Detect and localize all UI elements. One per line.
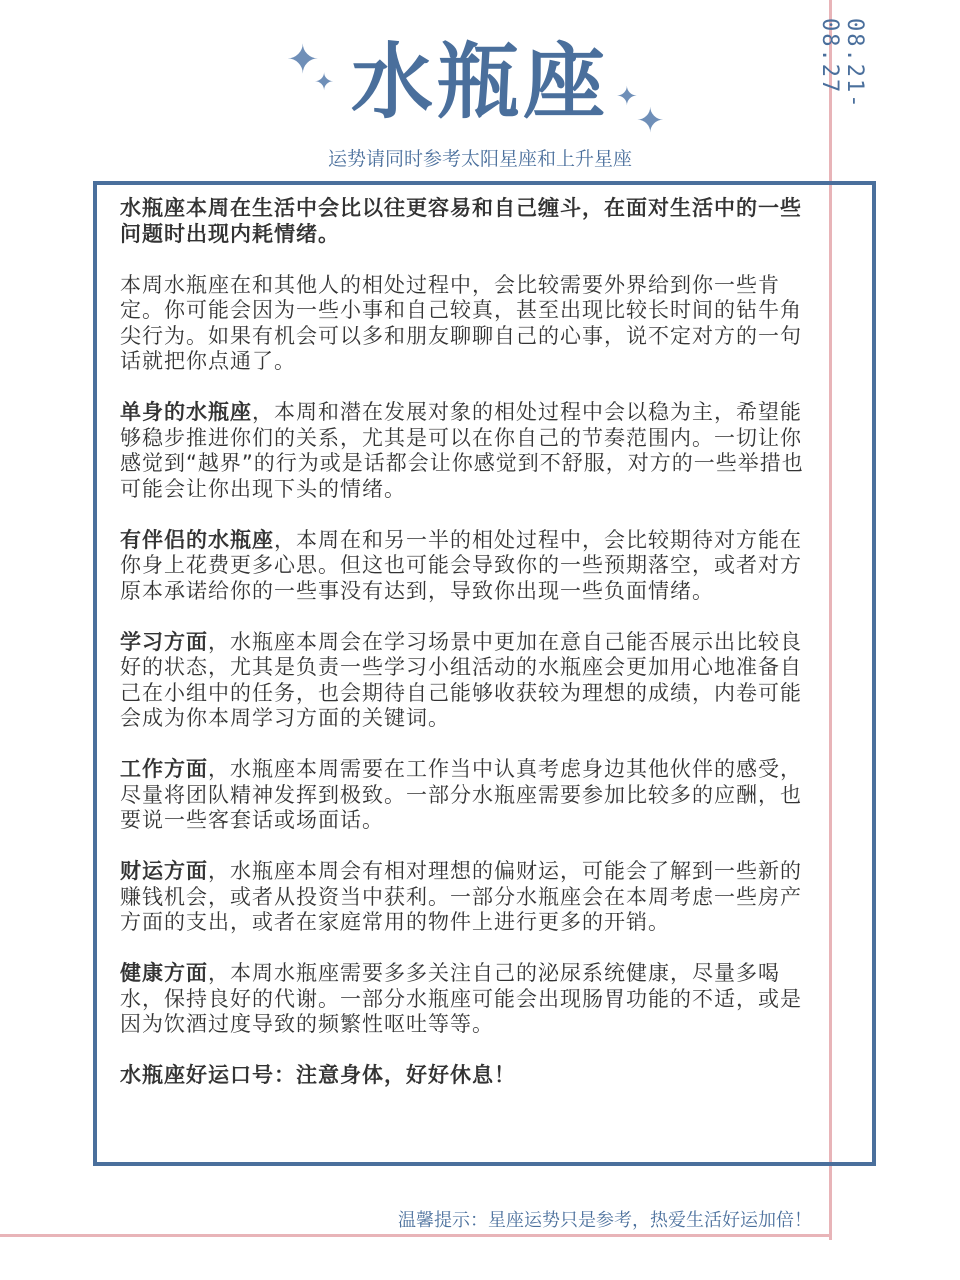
slogan-text: 水瓶座好运口号：注意身体，好好休息！ (120, 1063, 516, 1087)
section-label: 健康方面 (120, 961, 208, 985)
page-title: 水瓶座 (350, 35, 609, 130)
footer-tip: 温馨提示：星座运势只是参考，热爱生活好运加倍！ (398, 1210, 812, 1231)
section-text: ，本周在和另一半的相处过程中，会比较期待对方能在你身上花费更多心思。但这也可能会导致你的一些预期落空，或者对方原本承诺给你的一些事没有达到，导致你出现一些负面情绪。 (120, 527, 802, 603)
section-single (120, 400, 818, 502)
pink-horizontal-line (0, 1234, 832, 1237)
section-couple (120, 528, 818, 605)
slogan-paragraph (120, 1063, 818, 1089)
sparkle-icon: ✦ (286, 37, 320, 83)
section-wealth (120, 859, 818, 936)
section-health (120, 961, 818, 1038)
sparkle-icon: ✦ (616, 82, 638, 112)
article-body (120, 196, 818, 1114)
section-text: ，本周和潜在发展对象的相处过程中会以稳为主，希望能够稳步推进你们的关系，尤其是可以在你自己的节奏范围内。一切让你感觉到“越界”的行为或是话都会让你感觉到不舒服，对方的一些举措也可能会让你出现下头的情绪。 (120, 400, 804, 501)
date-range-wrap (812, 18, 872, 178)
section-label: 学习方面 (120, 629, 208, 654)
section-label: 有伴侣的水瓶座 (120, 527, 274, 552)
section-label: 财运方面 (120, 859, 208, 883)
section-text: ，水瓶座本周会在学习场景中更加在意自己能否展示出比较良好的状态，尤其是负责一些学习小组活动的水瓶座会更加用心地准备自己在小组中的任务，也会期待自己能够收获较为理想的成绩，内卷可能会成为你本周学习方面的关键词。 (120, 629, 802, 730)
section-study (120, 630, 818, 732)
section-text: ，本周水瓶座需要多多关注自己的泌尿系统健康，尽量多喝水，保持良好的代谢。一部分水瓶座可能会出现肠胃功能的不适，或是因为饮酒过度导致的频繁性呕吐等等。 (120, 961, 802, 1036)
section-text: ，水瓶座本周需要在工作当中认真考虑身边其他伙伴的感受，尽量将团队精神发挥到极致。一部分水瓶座需要参加比较多的应酬，也要说一些客套话或场面话。 (120, 757, 802, 832)
sparkle-icon: ✦ (636, 101, 665, 141)
section-text: ，水瓶座本周会有相对理想的偏财运，可能会了解到一些新的赚钱机会，或者从投资当中获利。一部分水瓶座会在本周考虑一些房产方面的支出，或者在家庭常用的物件上进行更多的开销。 (120, 859, 802, 934)
sparkle-icon: ✦ (314, 68, 335, 96)
general-paragraph: 本周水瓶座在和其他人的相处过程中，会比较需要外界给到你一些肯定。你可能会因为一些小事和自己较真，甚至出现比较长时间的钻牛角尖行为。如果有机会可以多和朋友聊聊自己的心事，说不定对方的一句话就把你点通了。 (120, 272, 802, 373)
intro-text: 水瓶座本周在生活中会比以往更容易和自己缠斗，在面对生活中的一些问题时出现内耗情绪。 (120, 196, 802, 246)
section-label: 单身的水瓶座 (120, 400, 252, 424)
page-subtitle: 运势请同时参考太阳星座和上升星座 (327, 148, 632, 170)
section-label: 工作方面 (120, 757, 208, 781)
date-range: 08.21-08.27 (817, 18, 867, 110)
intro-paragraph (120, 196, 818, 247)
section-work (120, 757, 818, 834)
